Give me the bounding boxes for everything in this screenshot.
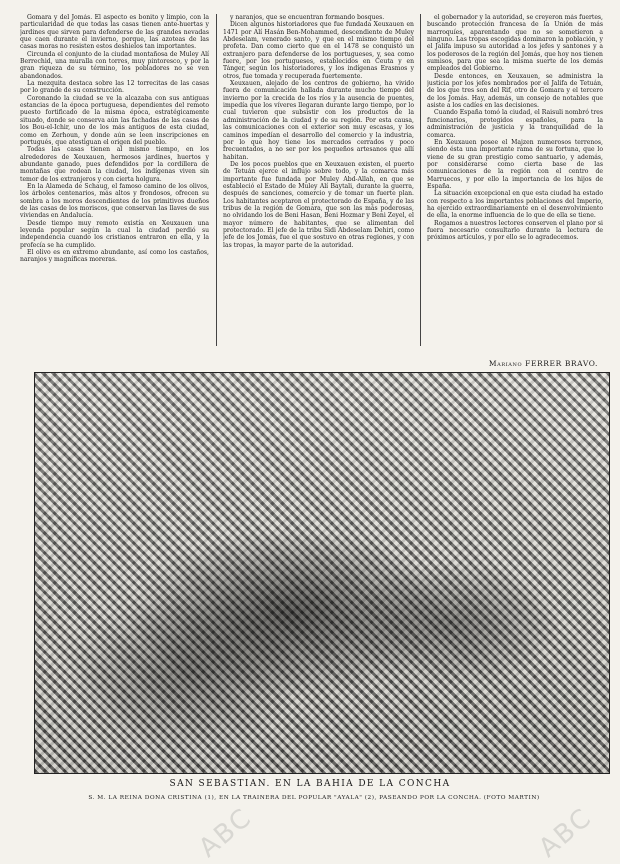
paragraph: Todas las casas tienen al mismo tiempo, en los alrededores de Xeuxauen, hermosos jardines, huertos y abundante ganado, pues defendidos por la cordillera de montañas que rodean la ciudad, los indígenas viven sin temor de los extranjeros y con cierta holgura. <box>20 146 209 183</box>
paragraph: Circunda el conjunto de la ciudad montañosa de Muley Alí Berrechid, una muralla con torres, muy pintoresco, y por la gran riqueza de su término, los pobladores no se ven abandonados. <box>20 50 209 80</box>
paragraph: Xeuxauen, alejado de los centros de gobierno, ha vivido fuera de comunicación hallada durante mucho tiempo del invierno por la crecida de los ríos y la ausencia de puentes, impedía que los víveres llegaran durante largo tiempo, por lo cual tuvieron que subsistir con los productos de la administración de la ciudad y de su región. Por esta causa, las comunicaciones con el exterior son muy escasas, y los caminos impedían el desarrollo del comercio y la industria, por lo que hoy tiene los mercados cerrados y poco frecuentados, a no ser por los pequeños artesanos que allí habitan. <box>223 80 414 161</box>
column-divider <box>216 14 217 346</box>
paragraph: Desde tiempo muy remoto existía en Xeuxauen una leyenda popular según la cual la ciudad perdió su independencia cuando los cristianos entraron en ella, y la profecía se ha cumplido. <box>20 219 209 249</box>
paragraph: Cuando España tomó la ciudad, el Raisuli nombró tres funcionarios, protegidos españoles, para la administración de justicia y la tranquilidad de la comarca. <box>427 109 603 139</box>
paragraph: Gomara y del Jomás. El aspecto es bonito y limpio, con la particularidad de que todas las casas tienen ante-huertas y jardines que sirven para defenderse de las grandes nevadas que caen durante el invierno, porque, las azoteas de las casas moras no resisten estos deshielos tan importantes. <box>20 14 209 51</box>
paragraph: Coronando la ciudad se ve la alcazaba con sus antiguas estancias de la época portuguesa, dependientes del remoto puesto fortificado de la misma época, estratégicamente situado, donde se conserva aún las fachadas de las casas de los Bou-el-Ichir, uno de los más antiguos de esta ciudad, como en Zerhoun, y donde aún se leen inscripciones en portugués, que atestiguan el origen del pueblo. <box>20 94 209 146</box>
photo-caption: S. M. LA REINA DOÑA CRISTINA (1), EN LA TRAINERA DEL POPULAR "AYALA" (2), PASEANDO POR LA CONCHA. (FOTO MARTÍN) <box>88 795 540 801</box>
abc-watermark: ABC <box>533 802 599 864</box>
paragraph: Rogamos a nuestros lectores conserven el plano por si fuera necesario consultarlo durante la lectura de próximos artículos, y por ello se lo agradecemos. <box>427 219 603 242</box>
column-divider <box>420 14 421 346</box>
paragraph: En la Alameda de Schaug, el famoso camino de los olivos, los árboles centenarios, más altos y frondosos, ofrecen su sombra a los moros descendientes de los primitivos dueños de las casas de los moriscos, que conservan las llaves de sus viviendas en Andalucía. <box>20 182 209 220</box>
paragraph: En Xeuxauen posee el Majzen numerosos terrenos, siendo ésta una importante rama de su fortuna, que lo viene de su gran prestigio como santuario, y además, por considerarse como cierta base de las comunicaciones de la región con el centro de Marruecos, y por ello la importancia de los hijos de España. <box>427 138 603 190</box>
paragraph: y naranjos, que se encuentran formando bosques. <box>230 14 385 21</box>
author-signature: Mariano FERRER BRAVO. <box>488 359 598 368</box>
article-column-3 <box>427 14 603 354</box>
article-column-1 <box>20 14 209 354</box>
paragraph: El olivo es en extremo abundante, así como los castaños, naranjos y magníficas moreras. <box>20 249 209 264</box>
paragraph: De los pocos pueblos que en Xeuxauen existen, el puerto de Tetuán ejerce el influjo sobre todo, y la comarca más importante fue fundada por Muley Abd-Allah, en que se estableció el Estado de Muley Alí Baytali, durante la guerra, después de sanciones, comercio y de tomar un fuerte plan. Los habitantes aceptaron el protectorado de España, y de las tribus de la región de Gomara, que son las más poderosas, no olvidando los de Beni Hasan, Beni Hozmar y Beni Zeyel, el mayor número de habitantes, que se alimentan del protectorado. El jefe de la tribu Sidi Abdeselam Dehiri, como jefe de los Jomás, fue el que sostuvo en otras regiones, y con las tropas, la mayor parte de la autoridad. <box>223 160 414 249</box>
article-column-2 <box>223 14 414 354</box>
paragraph: Desde entonces, en Xeuxauen, se administra la justicia por los jefes nombrados por el Jalifa de Tetuán, de los que tres son del Rif, otro de Gomara y el tercero de los Jomás. Hay, además, un consejo de notables que asiste a los cadíes en las decisiones. <box>427 72 603 110</box>
photo-title: SAN SEBASTIAN. EN LA BAHIA DE LA CONCHA <box>169 779 451 789</box>
photo-shading <box>35 373 609 773</box>
paragraph: el gobernador y la autoridad, se creyeron más fuertes, buscando protección francesa de la Unión de más marroquíes, aparentando que no se sometieron a ninguno. Las tropas escogidas dominaron la población, y el Jalifa impuso su autoridad a los jefes y santones y a los poderosos de la región del Jomás, que hoy nos tienen sumisos, para que sea la misma suerte de los demás empleados del Gobierno. <box>427 14 603 73</box>
paragraph: Dicen algunos historiadores que fue fundada Xeuxauen en 1471 por Alí Hasán Ben-Mohammed, descendiente de Muley Abdeselam, venerado santo, y que en el mismo tiempo del profeta. Dan como cierto que en el 1478 se conquistó un extranjero para defenderse de los portugueses, y, sea como fuere, por los portugueses, establecidos en Ceuta y en Tánger, según los historiadores, y los indígenas Erasmos y otros, fue tomada y recuperada fuertemente. <box>223 21 414 80</box>
abc-watermark: ABC <box>193 802 259 864</box>
paragraph: La situación excepcional en que esta ciudad ha estado con respecto a los importantes poblaciones del Imperio, ha ejercido extraordinariamente en el desenvolvimiento de ella, la enorme influencia de lo que de ella se tiene. <box>427 190 603 220</box>
paragraph: La mezquita destaca sobre las 12 torrecitas de las casas por lo grande de su construcción. <box>20 80 209 95</box>
halftone-photo <box>34 372 610 774</box>
